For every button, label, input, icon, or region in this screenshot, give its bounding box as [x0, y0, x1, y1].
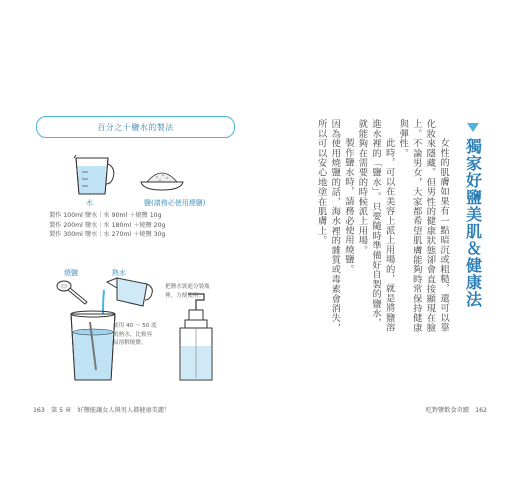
- note-line: 的熱水，比較容: [113, 331, 153, 338]
- paragraph: 女性的肌膚如果有一點暗沉或粗糙，還可以靠化妝來隱藏。但男性的健康狀態卻會直接顯現在臉上。不論男女，大家都希望肌膚能夠時常保持健康與彈性。: [397, 119, 449, 333]
- section-title: 百分之十鹽水的製法: [97, 122, 174, 132]
- paragraph: 此時，可以在美容上派上用場的，就是將鹽溶進水裡的「鹽水」。只要隨時準備好自製的鹽水，就能夠在需要的時候派上用場。: [356, 119, 395, 332]
- burnt-salt-label: 燒鹽: [64, 269, 78, 277]
- recipe-line: 製作 300ml 鹽水｜水 270ml ＋燒鹽 30g: [49, 231, 166, 239]
- section-title-box: [36, 116, 235, 138]
- page-heading: 獨家好鹽美肌＆健康法: [463, 138, 483, 308]
- recipe-line: 製作 200ml 鹽水｜水 180ml ＋燒鹽 20g: [49, 221, 166, 229]
- salt-label: 鹽(請務必使用燒鹽): [144, 199, 206, 207]
- note-line: 裡，方便使用。: [165, 292, 205, 299]
- recipe-line: 製作 100ml 鹽水｜水 90ml ＋燒鹽 10g: [49, 212, 162, 219]
- note-line: 把鹽水裝進分裝瓶: [165, 284, 210, 290]
- pump-bottle-illustration: [170, 292, 216, 382]
- note-line: 易溶解燒鹽。: [113, 340, 147, 346]
- hot-water-note: [113, 322, 157, 348]
- hot-water-label: 熱水: [112, 269, 126, 277]
- heading-column: [460, 123, 486, 308]
- measuring-cup-illustration: [70, 152, 116, 196]
- water-label: 水: [86, 199, 93, 207]
- page-footer-right: 吃對鹽飲食奇蹟 162: [425, 407, 487, 414]
- paragraph: 因為使用燒鹽的話，海水裡的雜質或毒素會消失，所以可以安心地塗在肌膚上。: [315, 119, 341, 333]
- kettle-illustration: [103, 276, 153, 310]
- paragraph: 製作鹽水時，請務必使用燒鹽。: [342, 137, 354, 274]
- triangle-marker-icon: [467, 123, 479, 132]
- recipe-list: [49, 211, 165, 240]
- note-line: 使用 40 ～ 50 度: [113, 323, 157, 329]
- salt-dish-illustration: [139, 168, 185, 192]
- spoon-illustration: [55, 278, 95, 308]
- body-text: [314, 119, 450, 334]
- page-footer-left: 163 第 5 章 好鹽能讓女人與男人都健康美麗！: [33, 407, 171, 414]
- glass-illustration: [68, 310, 118, 382]
- bottle-note: [165, 283, 210, 300]
